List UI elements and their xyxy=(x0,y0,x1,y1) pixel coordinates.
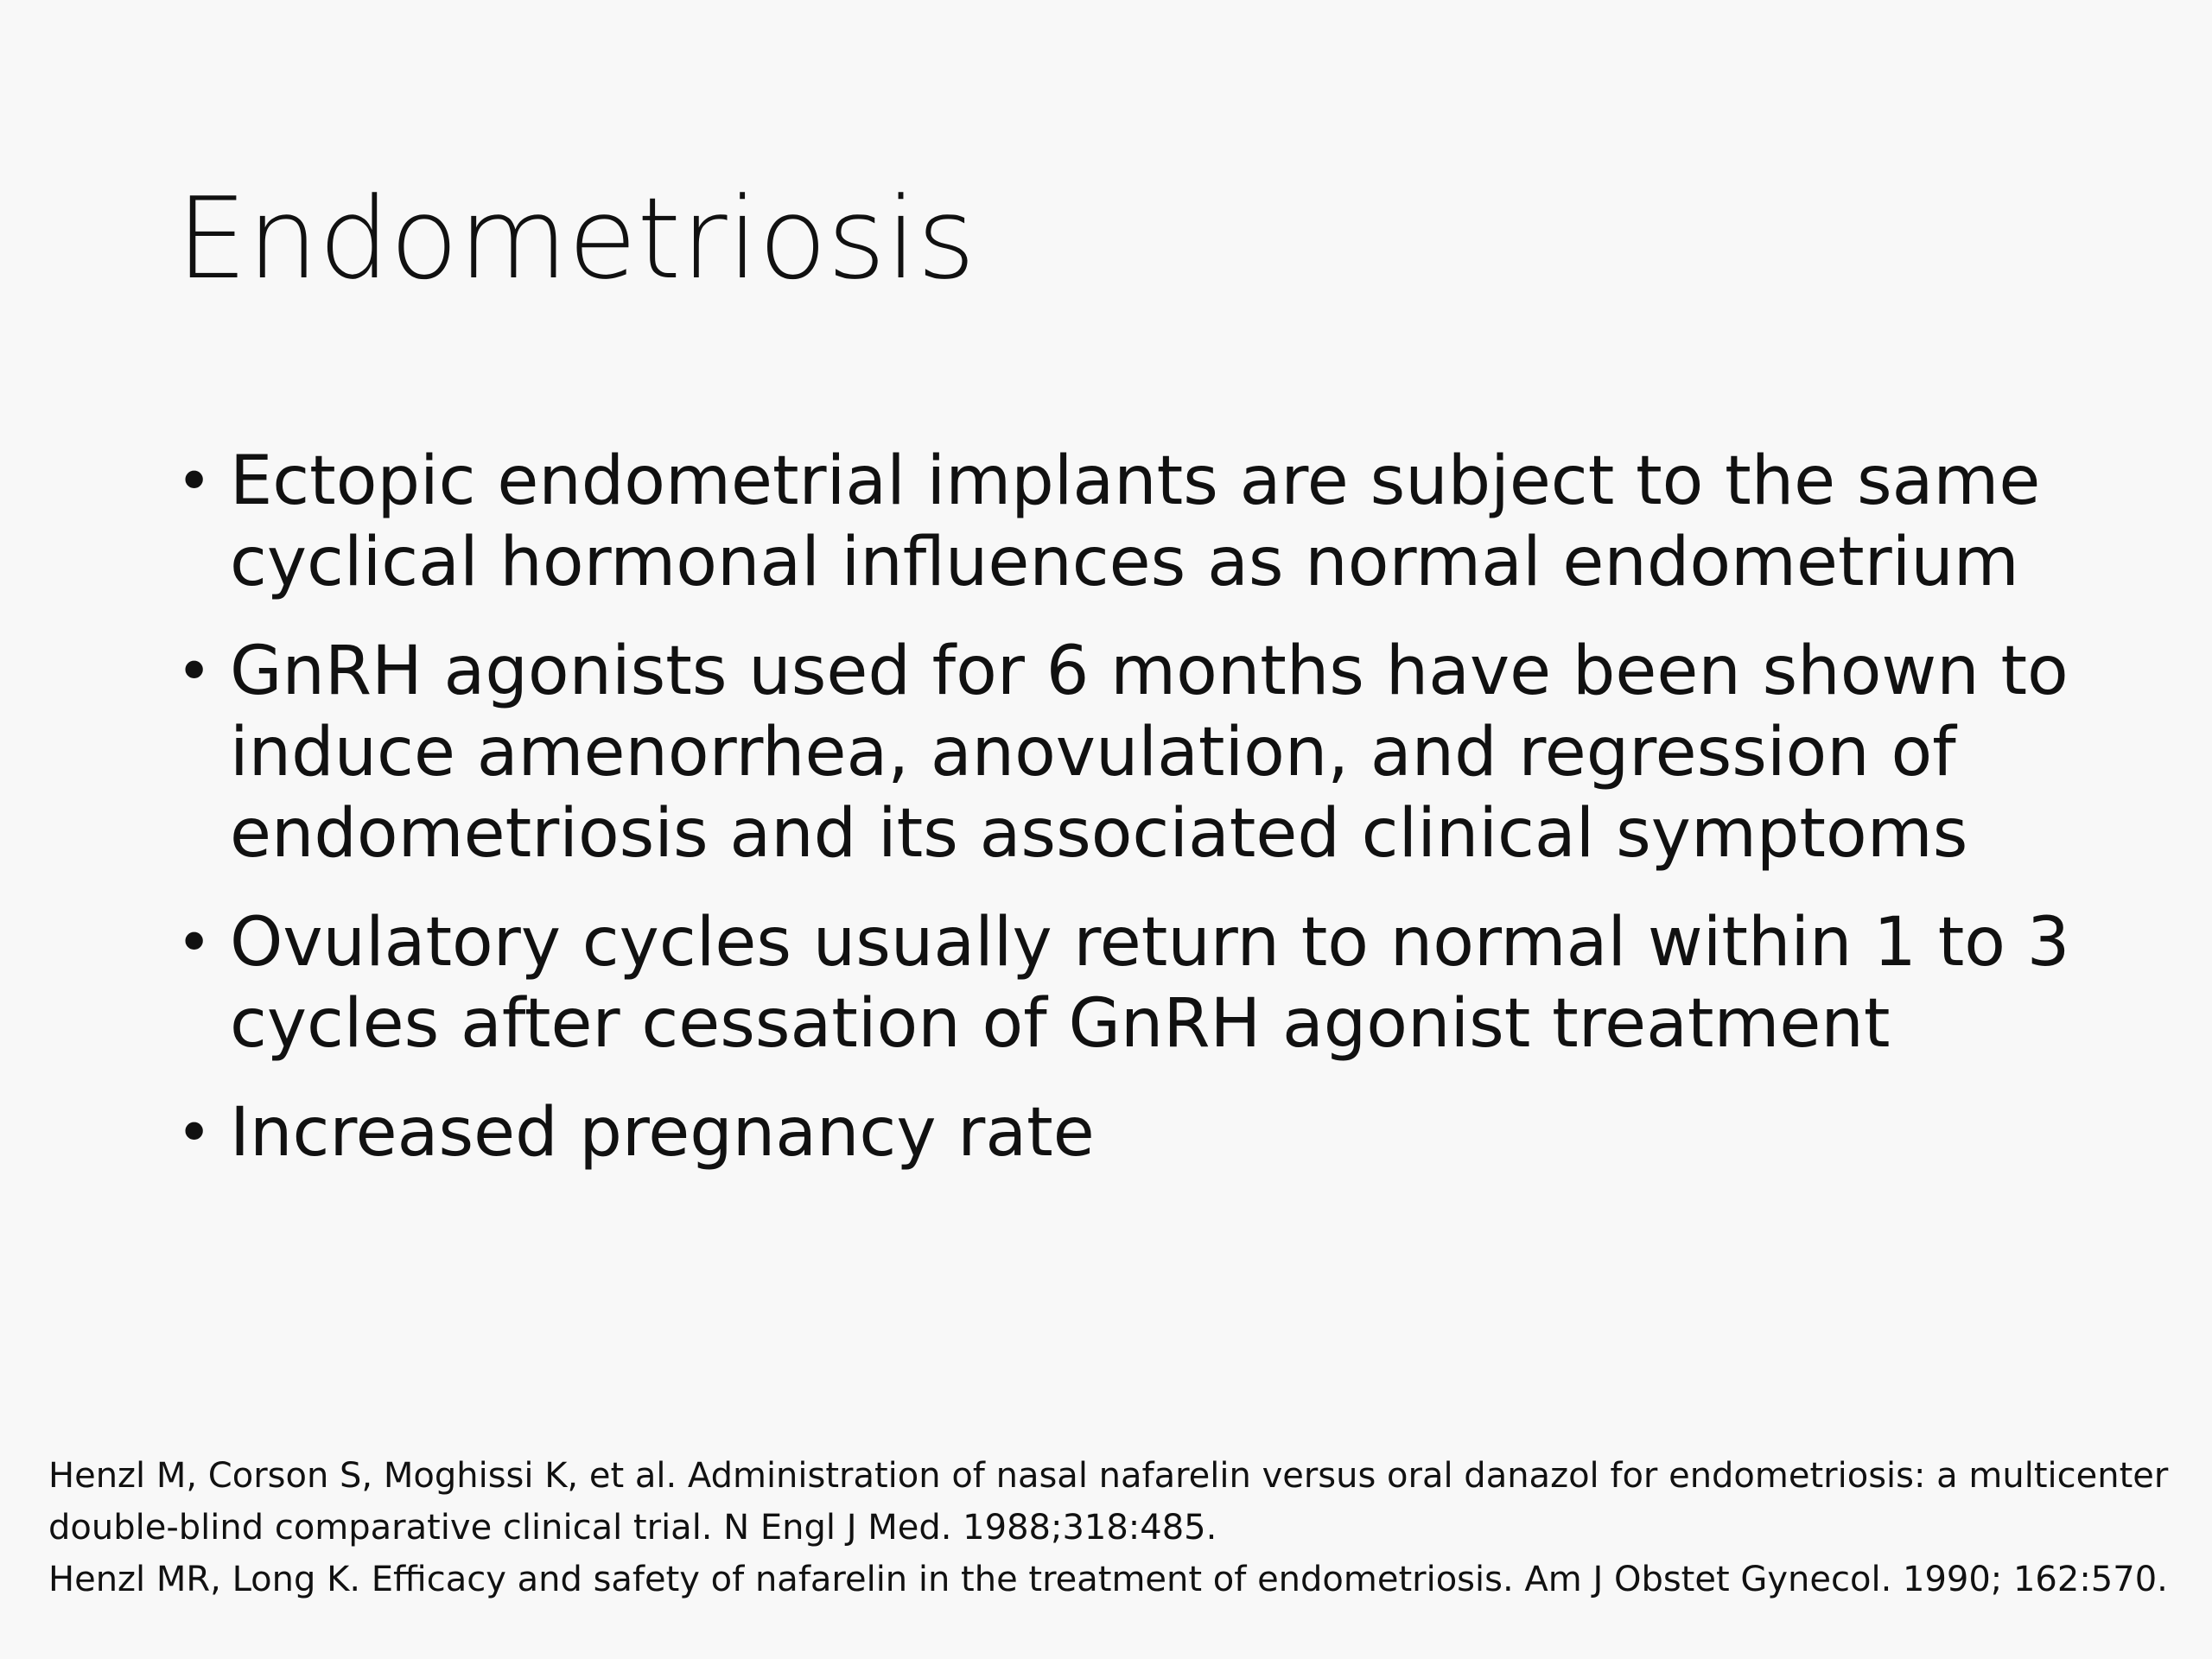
bullet-marker: • xyxy=(176,446,213,517)
bullet-item xyxy=(176,631,2094,874)
bullet-text: Ectopic endometrial implants are subject to the same cyclical hormonal influences as normal endometrium xyxy=(230,442,2041,601)
bullet-marker: • xyxy=(176,1097,213,1168)
bullet-item xyxy=(176,441,2094,603)
bullet-marker: • xyxy=(176,636,213,707)
reference-citation: Henzl M, Corson S, Moghissi K, et al. Administration of nasal nafarelin versus oral danazol for endometriosis: a multicenter double-blind comparative clinical trial. N Engl J Med. 1988;318:485. xyxy=(48,1456,2169,1548)
bullet-item xyxy=(176,902,2094,1065)
reference-citation: Henzl MR, Long K. Efficacy and safety of nafarelin in the treatment of endometriosis. Am J Obstet Gynecol. 1990; 162:570. xyxy=(48,1560,2168,1599)
slide-title: Endometriosis xyxy=(176,173,976,304)
bullet-marker: • xyxy=(176,907,213,978)
bullet-text: GnRH agonists used for 6 months have been shown to induce amenorrhea, anovulation, and regression of endometriosis and its associated clinical symptoms xyxy=(230,632,2069,873)
references xyxy=(48,1450,2183,1605)
bullet-list xyxy=(176,441,2094,1201)
bullet-text: Ovulatory cycles usually return to normal within 1 to 3 cycles after cessation of GnRH agonist treatment xyxy=(230,904,2070,1063)
bullet-item xyxy=(176,1092,2094,1173)
bullet-text: Increased pregnancy rate xyxy=(230,1094,1095,1172)
